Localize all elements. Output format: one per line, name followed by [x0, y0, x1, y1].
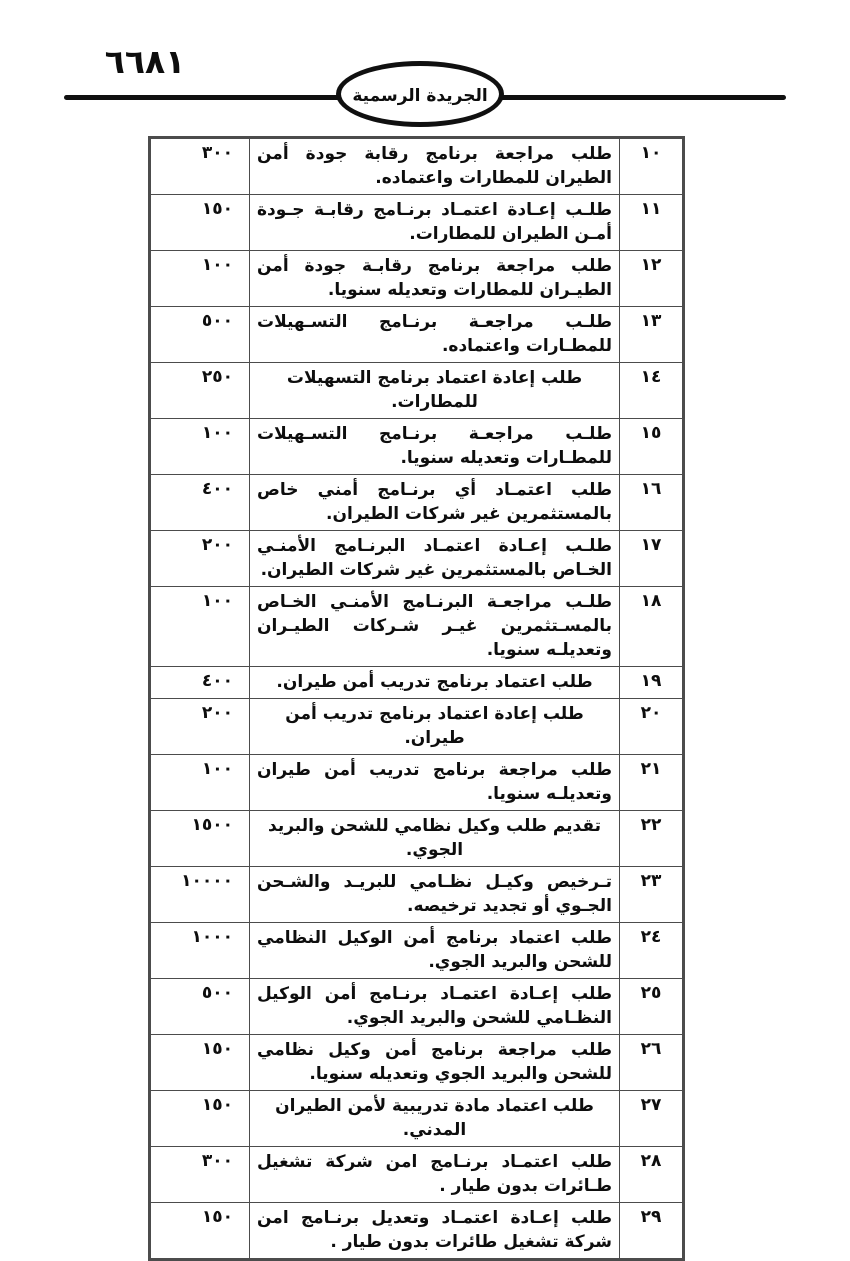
- fee-cell: ٥٠٠: [150, 307, 250, 363]
- table-row: [150, 923, 684, 979]
- description-cell: طلب إعادة اعتماد برنامج تدريب أمن طيران.: [250, 699, 620, 755]
- description-cell: تـرخيص وكيـل نظـامي للبريـد والشـحن الجـوي أو تجديد ترخيصه.: [250, 867, 620, 923]
- description-cell: طلب مراجعة برنامج أمن وكيل نظامي للشحن والبريد الجوي وتعديله سنويا.: [250, 1035, 620, 1091]
- description-cell: طلب اعتماد برنامج أمن الوكيل النظامي للشحن والبريد الجوي.: [250, 923, 620, 979]
- fee-cell: ١٠٠٠٠: [150, 867, 250, 923]
- table-row: [150, 138, 684, 195]
- description-cell: طلب إعـادة اعتمـاد برنـامج أمن الوكيل النظـامي للشحن والبريد الجوي.: [250, 979, 620, 1035]
- serial-cell: ٢٧: [620, 1091, 684, 1147]
- description-cell: طلب إعـادة اعتمـاد وتعديل برنـامج امن شركة تشغيل طائرات بدون طيار .: [250, 1203, 620, 1260]
- fees-table-body: [150, 138, 684, 1260]
- description-cell: طلـب مراجعـة البرنـامج الأمنـي الخـاص بالمسـتثمرين غيـر شـركات الطيـران وتعديلـه سنويا.: [250, 587, 620, 667]
- fee-cell: ٣٠٠: [150, 138, 250, 195]
- serial-cell: ٢٤: [620, 923, 684, 979]
- fee-cell: ١٠٠٠: [150, 923, 250, 979]
- table-row: [150, 363, 684, 419]
- description-cell: طلب مراجعة برنامج تدريب أمن طيران وتعديلـه سنويا.: [250, 755, 620, 811]
- description-cell: طلـب إعـادة اعتمـاد برنـامج رقابـة جـودة أمـن الطيران للمطارات.: [250, 195, 620, 251]
- serial-cell: ٢٦: [620, 1035, 684, 1091]
- serial-cell: ١٦: [620, 475, 684, 531]
- fee-cell: ١٥٠: [150, 1035, 250, 1091]
- serial-cell: ٢٠: [620, 699, 684, 755]
- fee-cell: ١٠٠: [150, 251, 250, 307]
- serial-cell: ٢٨: [620, 1147, 684, 1203]
- description-cell: طلب اعتمـاد أي برنـامج أمني خاص بالمستثمرين غير شركات الطيران.: [250, 475, 620, 531]
- description-cell: طلب مراجعة برنامج رقابة جودة أمن الطيران للمطارات واعتماده.: [250, 138, 620, 195]
- serial-cell: ١٧: [620, 531, 684, 587]
- description-cell: طلـب مراجعـة برنـامج التسـهيلات للمطـارات وتعديله سنويا.: [250, 419, 620, 475]
- fee-cell: ٢٥٠: [150, 363, 250, 419]
- fee-cell: ٢٠٠: [150, 531, 250, 587]
- table-row: [150, 699, 684, 755]
- fee-cell: ١٠٠: [150, 419, 250, 475]
- serial-cell: ٢١: [620, 755, 684, 811]
- serial-cell: ١٣: [620, 307, 684, 363]
- fee-cell: ٢٠٠: [150, 699, 250, 755]
- fee-cell: ٥٠٠: [150, 979, 250, 1035]
- table-row: [150, 419, 684, 475]
- table-row: [150, 811, 684, 867]
- fee-cell: ١٥٠: [150, 1091, 250, 1147]
- description-cell: طلـب إعـادة اعتمـاد البرنـامج الأمنـي الخـاص بالمستثمرين غير شركات الطيران.: [250, 531, 620, 587]
- description-cell: تقديم طلب وكيل نظامي للشحن والبريد الجوي.: [250, 811, 620, 867]
- serial-cell: ١٠: [620, 138, 684, 195]
- table-row: [150, 1091, 684, 1147]
- fee-cell: ١٥٠٠: [150, 811, 250, 867]
- description-cell: طلب اعتماد برنامج تدريب أمن طيران.: [250, 667, 620, 699]
- serial-cell: ١٢: [620, 251, 684, 307]
- table-row: [150, 979, 684, 1035]
- table-row: [150, 475, 684, 531]
- table-row: [150, 195, 684, 251]
- serial-cell: ٢٣: [620, 867, 684, 923]
- serial-cell: ١٩: [620, 667, 684, 699]
- table-row: [150, 251, 684, 307]
- serial-cell: ٢٥: [620, 979, 684, 1035]
- table-row: [150, 1035, 684, 1091]
- table-row: [150, 867, 684, 923]
- fee-cell: ١٥٠: [150, 195, 250, 251]
- fee-cell: ١٥٠: [150, 1203, 250, 1260]
- serial-cell: ١٤: [620, 363, 684, 419]
- serial-cell: ١٨: [620, 587, 684, 667]
- page-number: ٦٦٨١: [104, 42, 186, 81]
- table-row: [150, 1203, 684, 1260]
- description-cell: طلب إعادة اعتماد برنامج التسهيلات للمطارات.: [250, 363, 620, 419]
- fee-cell: ١٠٠: [150, 755, 250, 811]
- table-row: [150, 531, 684, 587]
- fee-cell: ٣٠٠: [150, 1147, 250, 1203]
- serial-cell: ١١: [620, 195, 684, 251]
- table-row: [150, 1147, 684, 1203]
- table-row: [150, 307, 684, 363]
- serial-cell: ٢٢: [620, 811, 684, 867]
- fee-cell: ٤٠٠: [150, 475, 250, 531]
- serial-cell: ١٥: [620, 419, 684, 475]
- table-row: [150, 587, 684, 667]
- description-cell: طلب اعتماد مادة تدريبية لأمن الطيران المدني.: [250, 1091, 620, 1147]
- table-row: [150, 667, 684, 699]
- fee-cell: ١٠٠: [150, 587, 250, 667]
- fees-table: [148, 136, 685, 1261]
- description-cell: طلب اعتمـاد برنـامج امن شركة تشغيل طـائرات بدون طيار .: [250, 1147, 620, 1203]
- gazette-banner-ellipse: [336, 61, 504, 127]
- table-row: [150, 755, 684, 811]
- fee-cell: ٤٠٠: [150, 667, 250, 699]
- description-cell: طلـب مراجعـة برنـامج التسـهيلات للمطـارات واعتماده.: [250, 307, 620, 363]
- gazette-banner-title: الجريدة الرسمية: [352, 85, 488, 106]
- description-cell: طلب مراجعة برنامج رقابـة جودة أمن الطيـران للمطارات وتعديله سنويا.: [250, 251, 620, 307]
- serial-cell: ٢٩: [620, 1203, 684, 1260]
